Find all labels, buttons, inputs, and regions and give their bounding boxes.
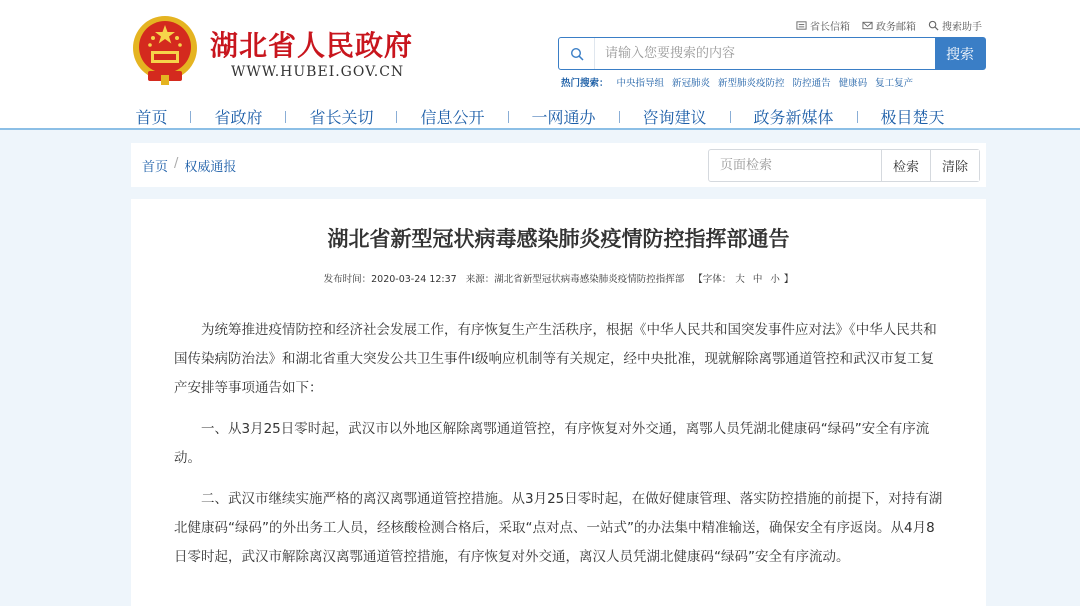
hot-search-item[interactable]: 防控通告 [792, 78, 831, 89]
nav-item-jimu-chutian[interactable]: 极目楚天 [880, 108, 945, 127]
nav-item-info-disclosure[interactable]: 信息公开 [420, 108, 485, 127]
page-search [708, 149, 980, 182]
breadcrumb-home[interactable]: 首页 [142, 160, 169, 175]
font-size-label: 【字体： [693, 274, 732, 285]
governor-mailbox-link[interactable] [796, 18, 850, 33]
util-link-label: 搜索助手 [942, 22, 982, 33]
article-meta [131, 271, 986, 285]
article-source: 来源：湖北省新型冠状病毒感染肺炎疫情防控指挥部 [465, 274, 685, 285]
national-emblem-icon[interactable] [130, 14, 200, 86]
nav-item-home[interactable]: 首页 [135, 108, 168, 127]
site-search-button[interactable]: 搜索 [935, 38, 985, 69]
font-size-control [693, 274, 793, 285]
article-body [174, 316, 944, 584]
utility-links [796, 18, 982, 33]
breadcrumb-current[interactable]: 权威通报 [184, 160, 237, 175]
search-assistant-link[interactable] [928, 18, 982, 33]
font-size-end: 】 [783, 274, 794, 285]
hot-search-item[interactable]: 复工复产 [875, 78, 914, 89]
article-paragraph: 二、武汉市继续实施严格的离汉离鄂通道管控措施。从3月25日零时起，在做好健康管理、落实防控措施的前提下，对持有湖北健康码“绿码”的外出务工人员，经核酸检测合格后，采取“点对点、一站式”的办法集中精准输送，确保安全有序返岗。从4月8日零时起，武汉市解除离汉离鄂通道管控措施，有序恢复对外交通，离汉人员凭湖北健康码“绿码”安全有序流动。 [174, 491, 943, 565]
hot-search-item[interactable]: 中央指导组 [616, 78, 665, 89]
nav-item-provincial-gov[interactable]: 省政府 [214, 108, 263, 127]
font-size-large[interactable]: 大 [735, 274, 745, 285]
site-header [0, 0, 1080, 130]
util-link-label: 省长信箱 [810, 22, 850, 33]
main-nav [0, 103, 1080, 130]
nav-item-consultation[interactable]: 咨询建议 [642, 108, 707, 127]
breadcrumb [142, 156, 236, 175]
page-search-input[interactable] [709, 150, 881, 181]
search-icon [570, 47, 584, 61]
breadcrumb-bar [131, 143, 986, 187]
search-icon-container [559, 38, 595, 69]
article [131, 199, 986, 606]
gov-email-link[interactable] [862, 18, 916, 33]
hot-search-item[interactable]: 健康码 [838, 78, 868, 89]
article-title: 湖北省新型冠状病毒感染肺炎疫情防控指挥部通告 [327, 227, 790, 251]
nav-item-new-media[interactable]: 政务新媒体 [753, 108, 834, 127]
nav-item-one-stop-service[interactable]: 一网通办 [531, 108, 596, 127]
hot-search [561, 75, 913, 89]
hot-search-label: 热门搜索： [561, 78, 609, 89]
article-paragraph: 一、从3月25日零时起，武汉市以外地区解除离鄂通道管控，有序恢复对外交通，离鄂人员凭湖北健康码“绿码”安全有序流动。 [174, 421, 930, 466]
breadcrumb-separator: / [174, 156, 179, 171]
site-search-input[interactable] [595, 38, 935, 69]
page-clear-button[interactable]: 清除 [930, 150, 979, 181]
font-size-small[interactable]: 小 [770, 274, 780, 285]
mail-icon [862, 20, 873, 31]
hot-search-item[interactable]: 新型肺炎疫防控 [718, 78, 785, 89]
page-search-button[interactable]: 检索 [881, 150, 930, 181]
util-link-label: 政务邮箱 [876, 22, 916, 33]
search-icon [928, 20, 939, 31]
publish-time: 发布时间：2020-03-24 12:37 [323, 274, 457, 285]
hot-search-item[interactable]: 新冠肺炎 [672, 78, 711, 89]
font-size-medium[interactable]: 中 [752, 274, 763, 285]
site-title[interactable]: 湖北省人民政府 [210, 29, 414, 62]
article-paragraph: 为统筹推进疫情防控和经济社会发展工作，有序恢复生产生活秩序，根据《中华人民共和国突发事件应对法》《中华人民共和国传染病防治法》和湖北省重大突发公共卫生事件I级响应机制等有关规定，经中央批准，现就解除离鄂通道管控和武汉市复工复产安排等事项通告如下： [174, 322, 937, 396]
nav-underline [0, 128, 1080, 130]
nav-item-governor-concerns[interactable]: 省长关切 [309, 108, 374, 127]
site-search-box [558, 37, 986, 70]
site-domain: WWW.HUBEI.GOV.CN [231, 64, 405, 80]
letter-icon [796, 20, 807, 31]
